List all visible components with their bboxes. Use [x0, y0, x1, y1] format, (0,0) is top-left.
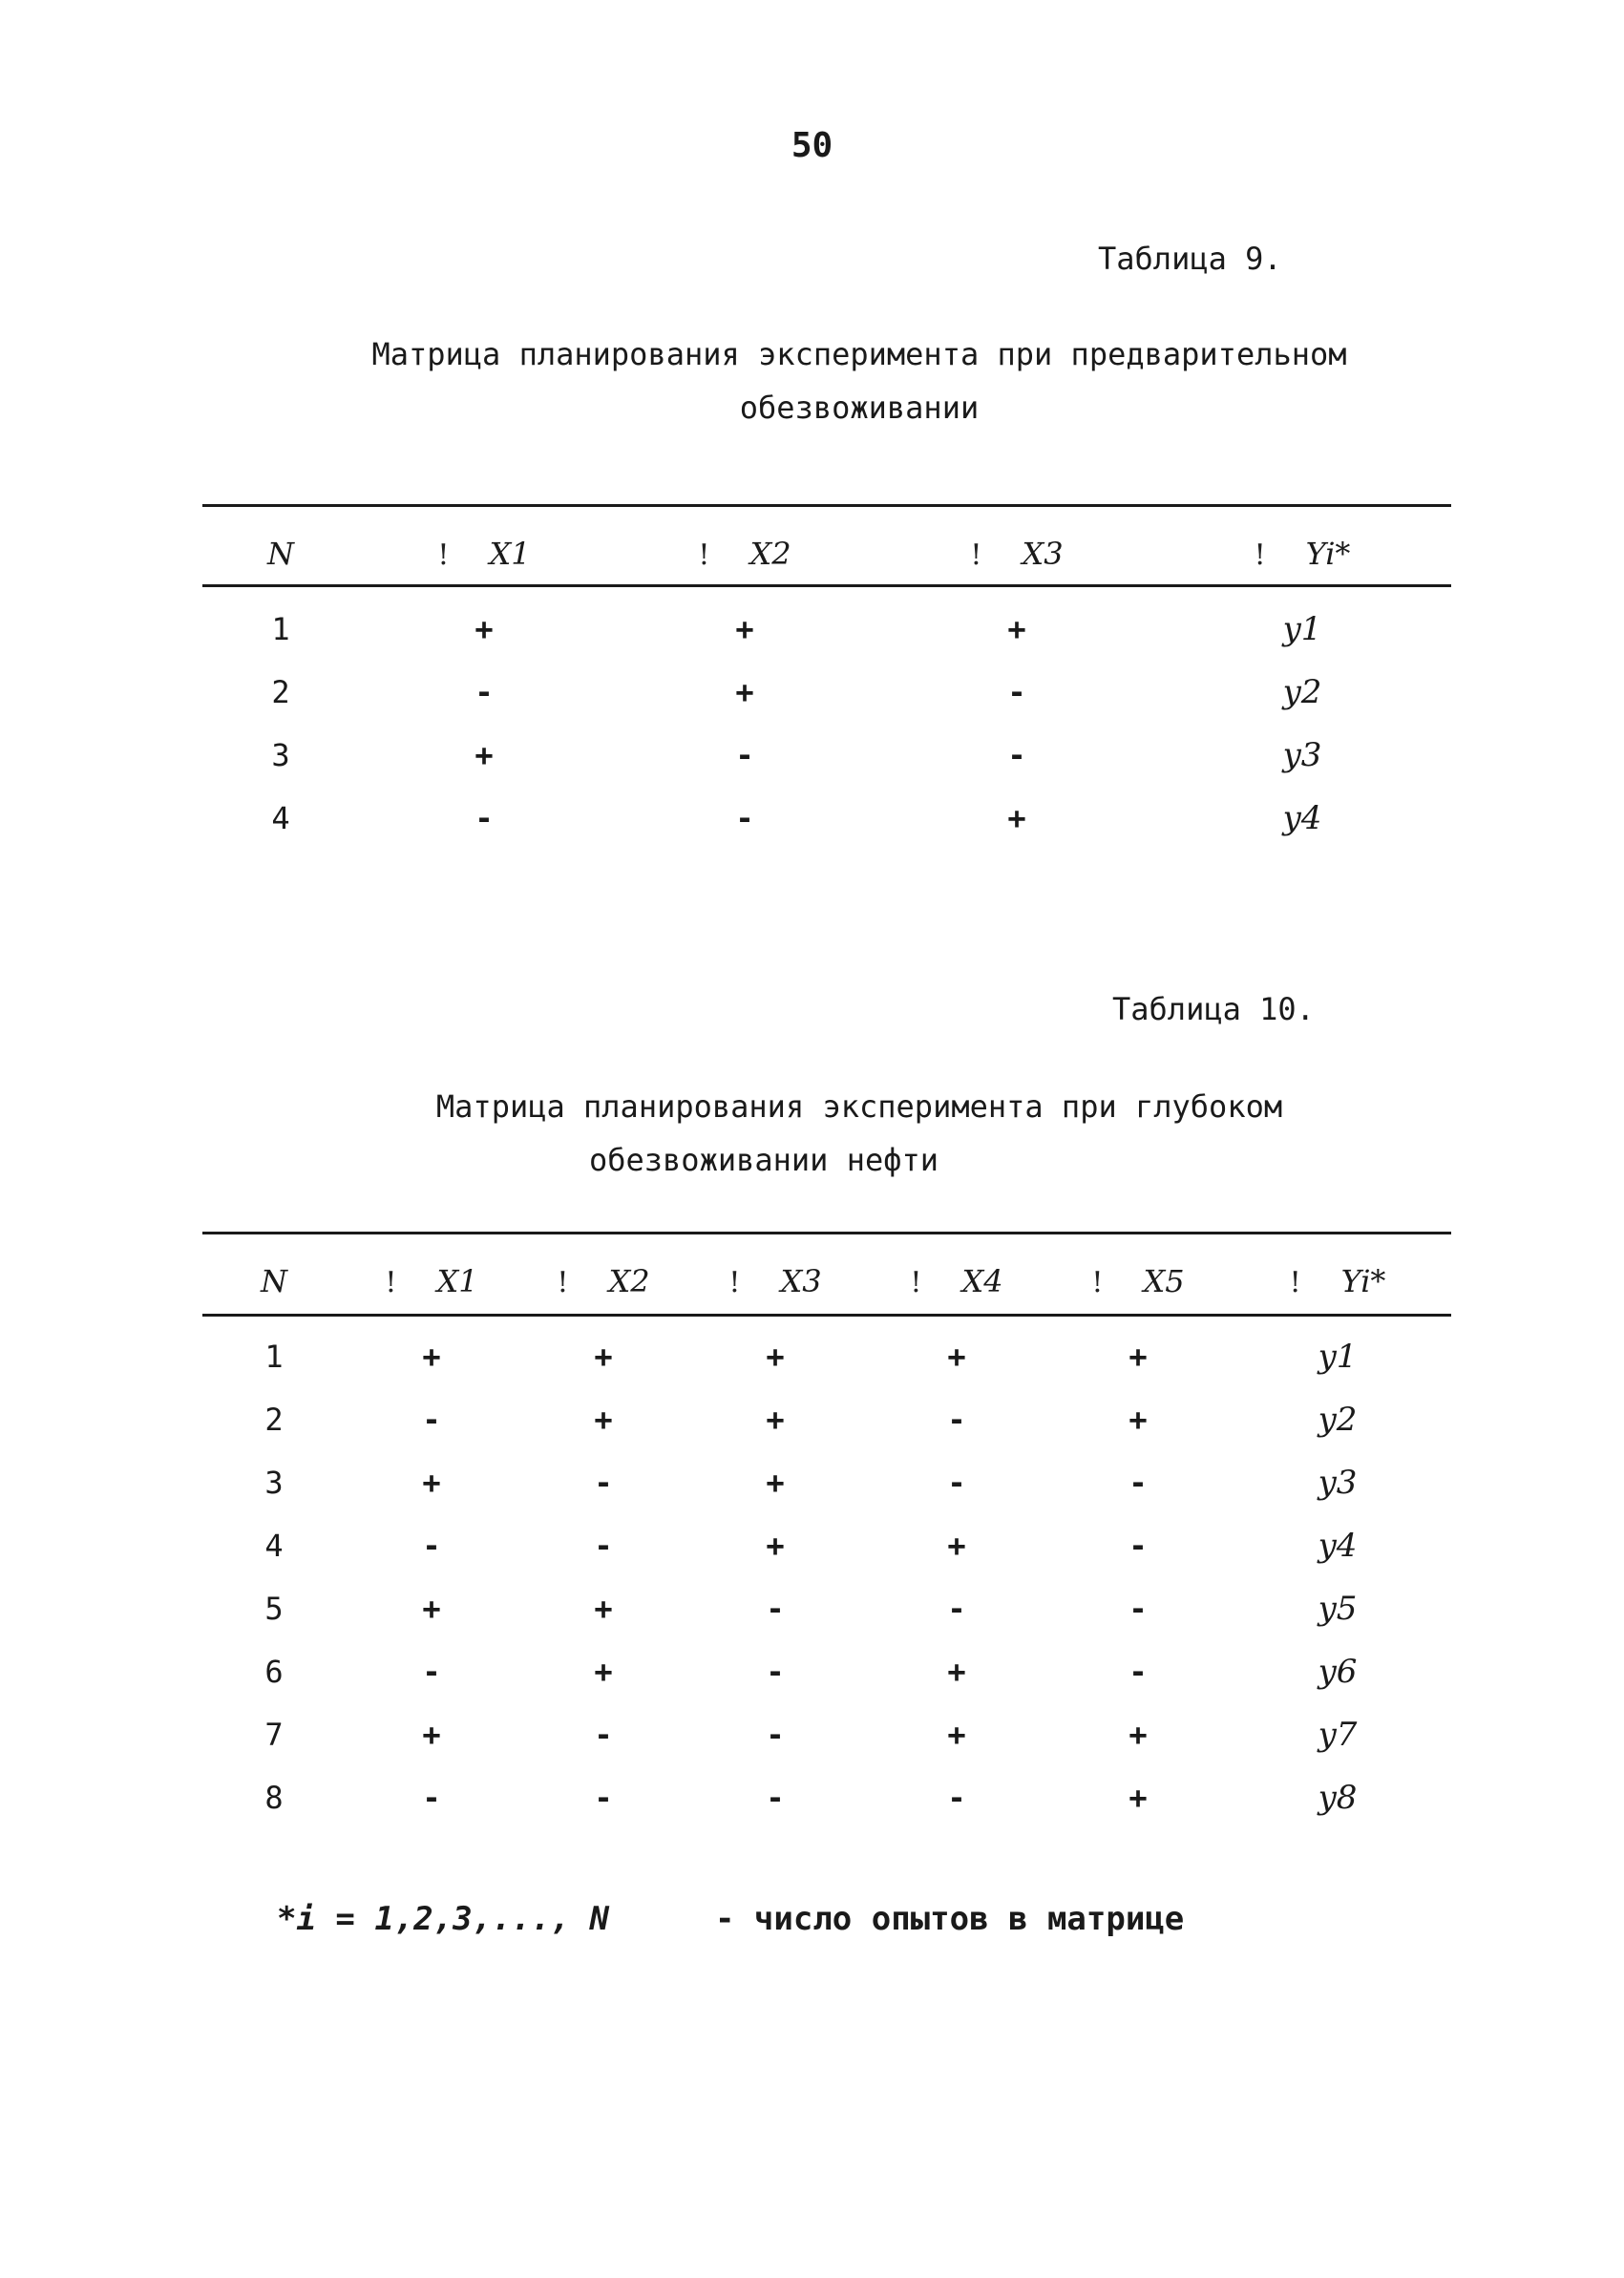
table-cell: 5	[264, 1591, 284, 1627]
table-cell: y4	[1318, 1527, 1358, 1565]
table10-top-rule	[202, 1232, 1451, 1234]
table10-header-label: X4	[961, 1263, 1003, 1299]
table-cell: y2	[1318, 1401, 1358, 1439]
table-cell: -	[735, 737, 754, 773]
table-cell: +	[475, 611, 494, 647]
table10-header-2	[346, 1237, 517, 1325]
table10-column-separator: !	[728, 1266, 741, 1299]
table10-header-label: X3	[780, 1263, 822, 1299]
table10-row	[202, 1703, 1451, 1766]
table-cell: -	[1128, 1528, 1148, 1564]
footnote-text: - число опытов в матрице	[714, 1900, 1185, 1938]
table-cell: 3	[271, 737, 290, 773]
table9-column-separator: !	[437, 538, 450, 572]
table-cell: -	[475, 800, 494, 836]
table-cell: -	[766, 1591, 785, 1627]
table-cell: -	[947, 1591, 966, 1627]
table-cell: 3	[264, 1465, 284, 1501]
table-cell: -	[1007, 674, 1026, 710]
table-cell: -	[766, 1654, 785, 1690]
table-cell: -	[422, 1780, 441, 1816]
table10-caption-line2: обезвоживании нефти	[588, 1142, 939, 1178]
table-cell: +	[422, 1339, 441, 1375]
table9	[202, 510, 1451, 850]
table-cell: +	[594, 1402, 613, 1438]
table-cell: +	[947, 1654, 966, 1690]
table-cell: -	[422, 1528, 441, 1564]
table-cell: 4	[264, 1528, 284, 1564]
table-cell: +	[594, 1654, 613, 1690]
table-cell: y8	[1318, 1779, 1358, 1817]
table-cell: -	[1128, 1465, 1148, 1501]
table10-row	[202, 1577, 1451, 1640]
table-cell: -	[594, 1717, 613, 1753]
table-cell: +	[947, 1339, 966, 1375]
table-cell: 8	[264, 1780, 284, 1816]
table-cell: +	[422, 1465, 441, 1501]
table10-header-3	[517, 1237, 689, 1325]
table-cell: y1	[1318, 1338, 1358, 1376]
table-cell: -	[422, 1402, 441, 1438]
table-cell: +	[1007, 611, 1026, 647]
table10-header-row	[202, 1237, 1451, 1325]
table-cell: +	[1007, 800, 1026, 836]
table10-header-6	[1052, 1237, 1224, 1325]
table-cell: -	[594, 1780, 613, 1816]
table10-row	[202, 1388, 1451, 1451]
table10-row	[202, 1514, 1451, 1577]
table-cell: -	[1128, 1591, 1148, 1627]
page-number: 50	[791, 126, 833, 165]
table-cell: +	[1128, 1339, 1148, 1375]
table9-caption-line1: Матрица планирования эксперимента при предварительном	[371, 336, 1347, 372]
table-cell: y4	[1282, 799, 1322, 837]
table-cell: -	[766, 1780, 785, 1816]
table10-caption-line1: Матрица планирования эксперимента при глубоком	[435, 1088, 1283, 1125]
table10-row	[202, 1451, 1451, 1514]
table10-row	[202, 1325, 1451, 1388]
table-cell: +	[766, 1528, 785, 1564]
table9-column-separator: !	[970, 538, 982, 572]
table-cell: +	[422, 1591, 441, 1627]
table10-label: Таблица 10.	[1112, 991, 1315, 1027]
table10-column-separator: !	[1289, 1266, 1301, 1299]
table-cell: +	[1128, 1717, 1148, 1753]
table-cell: -	[735, 800, 754, 836]
table9-caption-line2: обезвоживании	[739, 390, 980, 426]
table9-header-label: X2	[749, 536, 791, 572]
table-cell: +	[735, 674, 754, 710]
table-cell: +	[1128, 1780, 1148, 1816]
table-cell: +	[1128, 1402, 1148, 1438]
table-cell: +	[947, 1717, 966, 1753]
table9-column-separator: !	[1254, 538, 1266, 572]
table-cell: 1	[264, 1339, 284, 1375]
table-cell: +	[766, 1402, 785, 1438]
table10-header-label: X5	[1143, 1263, 1185, 1299]
table-cell: y3	[1318, 1464, 1358, 1502]
table10-column-separator: !	[1091, 1266, 1104, 1299]
table-cell: 4	[271, 800, 290, 836]
table10-header-label: N	[261, 1263, 287, 1299]
footnote	[277, 1900, 1184, 1938]
table9-label: Таблица 9.	[1098, 241, 1282, 277]
table9-header-label: N	[267, 536, 294, 572]
table-cell: +	[947, 1528, 966, 1564]
table9-header-label: Yi*	[1305, 536, 1351, 572]
table-cell: y2	[1282, 673, 1322, 711]
table-cell: +	[735, 611, 754, 647]
table-cell: y7	[1318, 1716, 1358, 1754]
table10-header-label: Yi*	[1340, 1263, 1386, 1299]
table-cell: +	[475, 737, 494, 773]
table10-row	[202, 1640, 1451, 1703]
table-cell: -	[1128, 1654, 1148, 1690]
table-cell: 2	[264, 1402, 284, 1438]
table9-body	[202, 598, 1451, 850]
table10-header-5	[861, 1237, 1052, 1325]
table-cell: -	[947, 1402, 966, 1438]
table10	[202, 1237, 1451, 1829]
table-cell: +	[594, 1591, 613, 1627]
table10-header-label: X1	[436, 1263, 478, 1299]
table-cell: 2	[271, 674, 290, 710]
table-cell: y5	[1318, 1590, 1358, 1628]
table-cell: +	[422, 1717, 441, 1753]
table9-header-rule	[202, 584, 1451, 587]
table-cell: -	[947, 1465, 966, 1501]
table-cell: +	[594, 1339, 613, 1375]
table-cell: -	[594, 1528, 613, 1564]
table10-header-7	[1224, 1237, 1451, 1325]
table-cell: 6	[264, 1654, 284, 1690]
table-cell: -	[475, 674, 494, 710]
table9-column-separator: !	[698, 538, 710, 572]
table9-row	[202, 598, 1451, 661]
table10-header-4	[689, 1237, 861, 1325]
table-cell: -	[1007, 737, 1026, 773]
table10-header-label: X2	[608, 1263, 650, 1299]
table9-row	[202, 661, 1451, 724]
table-cell: -	[766, 1717, 785, 1753]
table10-column-separator: !	[910, 1266, 922, 1299]
table10-header-1	[202, 1237, 346, 1325]
table9-row	[202, 787, 1451, 850]
table10-column-separator: !	[385, 1266, 397, 1299]
table-cell: -	[947, 1780, 966, 1816]
table-cell: y1	[1282, 610, 1322, 648]
table10-row	[202, 1766, 1451, 1829]
table-cell: +	[766, 1465, 785, 1501]
table-cell: y6	[1318, 1653, 1358, 1691]
footnote-formula: *i = 1,2,3,..., N	[277, 1900, 609, 1938]
table-cell: y3	[1282, 736, 1322, 774]
table9-top-rule	[202, 504, 1451, 507]
table9-header-label: X1	[489, 536, 531, 572]
table-cell: -	[422, 1654, 441, 1690]
table10-body	[202, 1325, 1451, 1829]
table9-row	[202, 724, 1451, 787]
table-cell: +	[766, 1339, 785, 1375]
table-cell: 1	[271, 611, 290, 647]
table10-header-rule	[202, 1314, 1451, 1317]
table9-header-label: X3	[1022, 536, 1064, 572]
table-cell: -	[594, 1465, 613, 1501]
table-cell: 7	[264, 1717, 284, 1753]
table10-column-separator: !	[557, 1266, 569, 1299]
